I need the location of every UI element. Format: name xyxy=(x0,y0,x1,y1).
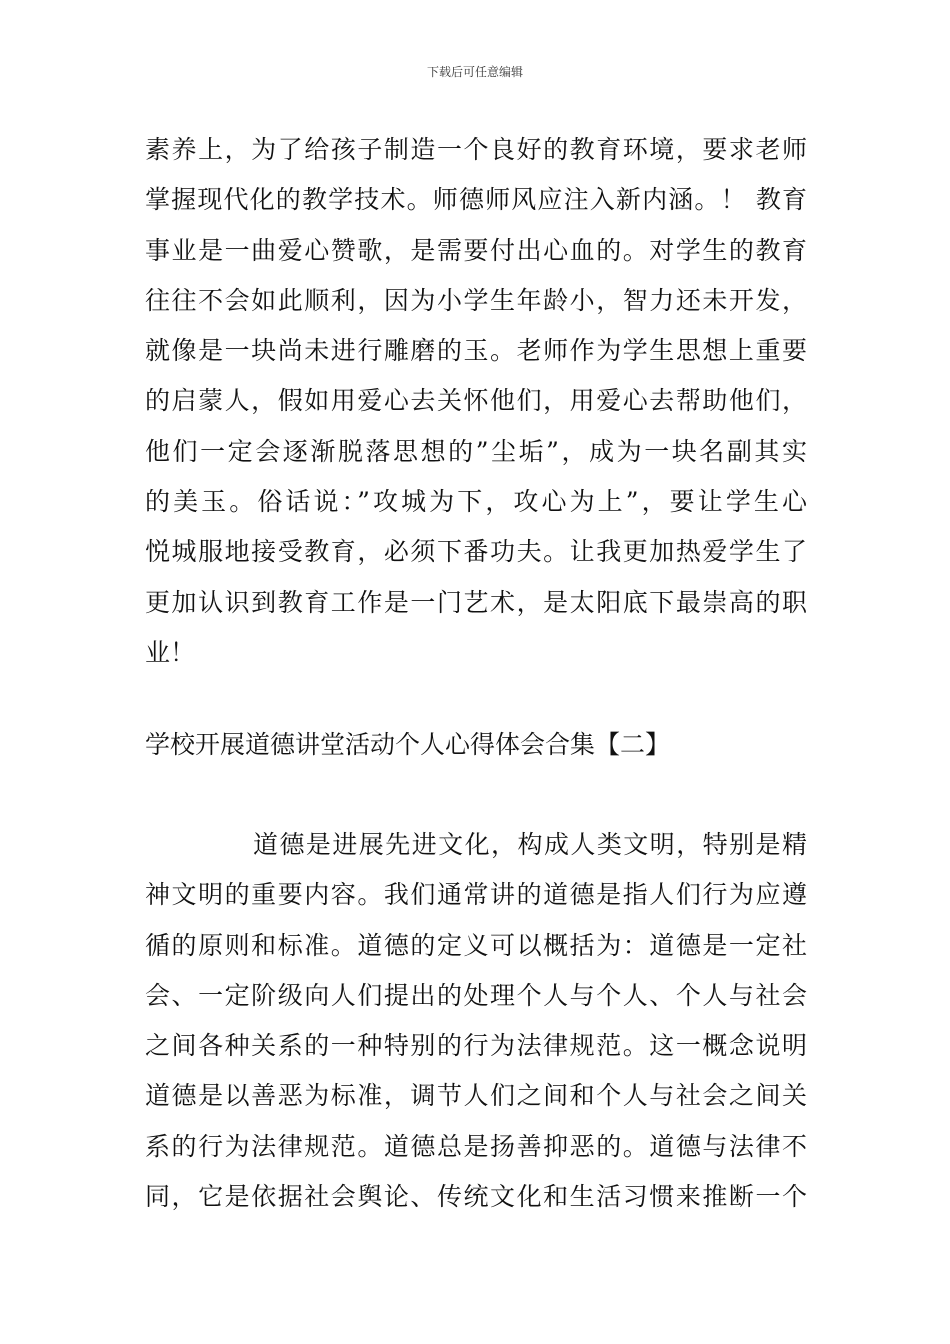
text-line: 更加认识到教育工作是一门艺术，是太阳底下最崇高的职 xyxy=(145,587,807,617)
text-line: 掌握现代化的教学技术。师德师风应注入新内涵。！ 教育 xyxy=(145,185,807,215)
page-header: 下载后可任意编辑 xyxy=(426,65,523,79)
text-line: 事业是一曲爱心赞歌，是需要付出心血的。对学生的教育 xyxy=(145,235,807,265)
text-line: 道德是进展先进文化，构成人类文明，特别是精 xyxy=(253,830,807,859)
text-line: 会、一定阶级向人们提出的处理个人与个人、个人与社会 xyxy=(145,980,807,1010)
text-line: 的美玉。俗话说：”攻城为下，攻心为上”，要让学生心 xyxy=(145,487,807,517)
text-line: 之间各种关系的一种特别的行为法律规范。这一概念说明 xyxy=(145,1031,807,1061)
text-line: 他们一定会逐渐脱落思想的”尘垢”，成为一块名副其实 xyxy=(145,436,807,466)
text-line: 同，它是依据社会舆论、传统文化和生活习惯来推断一个 xyxy=(145,1182,807,1212)
paragraph-2 xyxy=(145,820,807,1222)
section-heading: 学校开展道德讲堂活动个人心得体会合集【二】 xyxy=(145,730,671,759)
text-line: 往往不会如此顺利，因为小学生年龄小，智力还未开发， xyxy=(145,285,807,315)
text-line: 业！ xyxy=(145,637,196,667)
text-line: 素养上，为了给孩子制造一个良好的教育环境，要求老师 xyxy=(145,135,807,164)
text-line: 循的原则和标准。道德的定义可以概括为：道德是一定社 xyxy=(145,930,807,960)
text-line: 就像是一块尚未进行雕磨的玉。老师作为学生思想上重要 xyxy=(145,336,807,366)
text-line: 的启蒙人，假如用爱心去关怀他们，用爱心去帮助他们， xyxy=(145,386,807,416)
text-line: 神文明的重要内容。我们通常讲的道德是指人们行为应遵 xyxy=(145,880,807,910)
text-line: 悦城服地接受教育，必须下番功夫。让我更加热爱学生了 xyxy=(145,537,807,567)
text-line: 道德是以善恶为标准，调节人们之间和个人与社会之间关 xyxy=(145,1081,807,1111)
paragraph-1 xyxy=(145,125,807,678)
text-line: 系的行为法律规范。道德总是扬善抑恶的。道德与法律不 xyxy=(145,1131,807,1161)
